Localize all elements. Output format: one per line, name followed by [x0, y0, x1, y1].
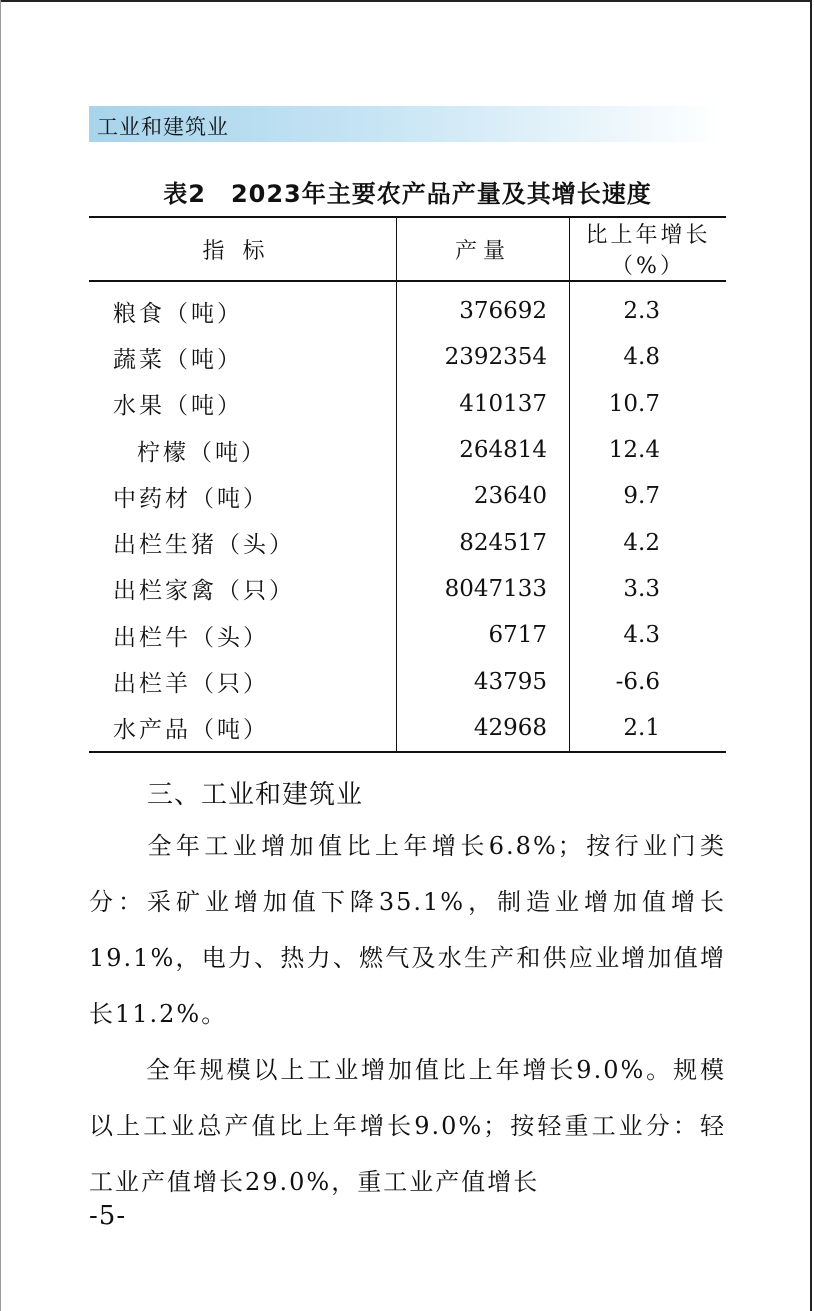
row-growth: 10.7	[570, 381, 727, 427]
row-name: 中药材（吨）	[113, 485, 269, 512]
section-banner-label: 工业和建筑业	[97, 115, 229, 139]
row-growth: 2.1	[570, 705, 727, 752]
row-output: 410137	[397, 381, 570, 427]
row-output: 23640	[397, 473, 570, 519]
row-output: 42968	[397, 705, 570, 752]
page-border-top	[0, 0, 812, 2]
row-name: 出栏家禽（只）	[113, 578, 295, 605]
agri-output-table	[89, 216, 726, 753]
page-border-right	[810, 0, 812, 1311]
row-name: 出栏生猪（头）	[113, 532, 295, 559]
row-output: 6717	[397, 612, 570, 658]
table-row	[89, 281, 726, 334]
row-output: 824517	[397, 519, 570, 565]
paragraph-text: 全年工业增加值比上年增长6.8%；按行业门类分：采矿业增加值下降35.1%，制造业增加值增长19.1%，电力、热力、燃气及水生产和供应业增加值增长11.2%。	[89, 832, 726, 1028]
table-row	[89, 381, 726, 427]
page-border-left	[0, 0, 1, 1311]
section-heading: 三、工业和建筑业	[147, 780, 364, 810]
row-output: 8047133	[397, 566, 570, 612]
section-banner	[89, 106, 721, 142]
row-growth: 4.2	[570, 519, 727, 565]
table-row	[89, 473, 726, 519]
table-row	[89, 705, 726, 752]
row-growth: 3.3	[570, 566, 727, 612]
row-name-indented: 柠檬（吨）	[137, 439, 267, 466]
row-output: 2392354	[397, 334, 570, 380]
row-output: 264814	[397, 427, 570, 473]
row-growth: 4.3	[570, 612, 727, 658]
paragraph-text: 全年规模以上工业增加值比上年增长9.0%。规模以上工业总产值比上年增长9.0%；按轻重工业分：轻工业产值增长29.0%，重工业产值增长	[89, 1056, 726, 1196]
table-row	[89, 658, 726, 704]
table-row	[89, 427, 726, 473]
header-growth: 比上年增长（%）	[570, 217, 727, 281]
page-number: -5-	[89, 1201, 127, 1231]
row-name: 水果（吨）	[113, 393, 243, 420]
table-row	[89, 566, 726, 612]
paragraph-industry-value-added	[89, 818, 726, 1042]
table-title: 表2 2023年主要农产品产量及其增长速度	[163, 180, 652, 208]
row-growth: -6.6	[570, 658, 727, 704]
row-name: 粮食（吨）	[113, 300, 243, 327]
table-header-row	[89, 217, 726, 281]
row-output: 43795	[397, 658, 570, 704]
row-name: 水产品（吨）	[89, 705, 397, 752]
row-growth: 9.7	[570, 473, 727, 519]
row-name: 出栏牛（头）	[113, 624, 269, 651]
table-row	[89, 334, 726, 380]
row-output: 376692	[397, 281, 570, 334]
row-growth: 2.3	[570, 281, 727, 334]
row-name: 出栏羊（只）	[113, 671, 269, 698]
header-indicator: 指标	[89, 217, 397, 281]
table-row	[89, 612, 726, 658]
row-name: 蔬菜（吨）	[113, 346, 243, 373]
table-row	[89, 519, 726, 565]
row-growth: 4.8	[570, 334, 727, 380]
row-growth: 12.4	[570, 427, 727, 473]
header-output: 产量	[397, 217, 570, 281]
paragraph-large-scale-industry	[89, 1042, 726, 1210]
